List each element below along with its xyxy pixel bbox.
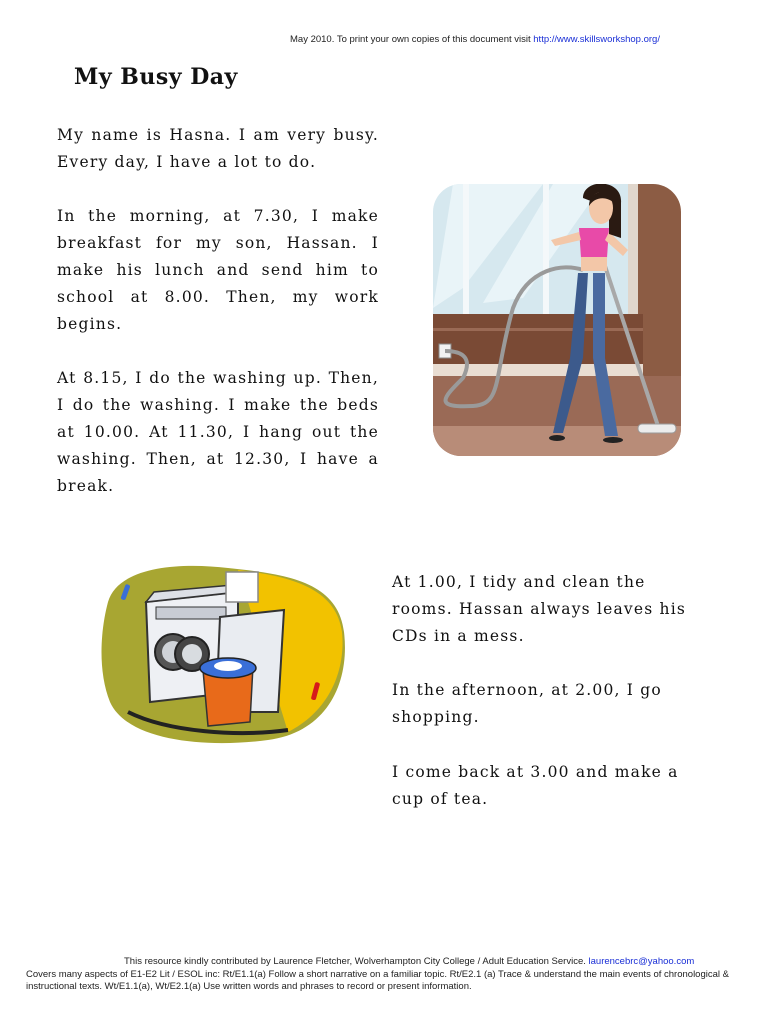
- header-note: May 2010. To print your own copies of this document visit: [290, 34, 531, 45]
- paragraph-chores: At 8.15, I do the washing up. Then, I do the washing. I make the beds at 10.00. At 11.30, I hang out the washing. Then, at 12.30, I have a break.: [57, 369, 379, 495]
- footer-email-link[interactable]: laurencebrc@yahoo.com: [588, 956, 695, 967]
- paragraph-intro: My name is Hasna. I am very busy. Every day, I have a lot to do.: [57, 126, 379, 171]
- footer-curriculum: Covers many aspects of E1-E2 Lit / ESOL inc: Rt/E1.1(a) Follow a short narrative on a familiar topic. Rt/E2.1 (a) Trace & understand the main events of chronological & instructional texts. Wt/E1.1(a), Wt/E2.1(a) Use written words and phrases to record or present information.: [26, 968, 729, 992]
- header-link[interactable]: http://www.skillsworkshop.org/: [533, 34, 660, 45]
- paragraph-tea: I come back at 3.00 and make a cup of tea.: [392, 763, 679, 808]
- paragraph-shopping: In the afternoon, at 2.00, I go shopping.: [392, 681, 662, 726]
- footer-credit-text: This resource kindly contributed by Laurence Fletcher, Wolverhampton City College / Adult Education Service.: [124, 956, 586, 967]
- paragraph-tidy: At 1.00, I tidy and clean the rooms. Hassan always leaves his CDs in a mess.: [392, 573, 687, 645]
- page-header: [290, 34, 760, 45]
- washing-machine-image: [88, 562, 350, 748]
- page-footer: [26, 956, 756, 994]
- page-title: My Busy Day: [74, 64, 238, 90]
- paragraph-morning: In the morning, at 7.30, I make breakfast for my son, Hassan. I make his lunch and send him to school at 8.00. Then, my work begins.: [57, 207, 379, 333]
- footer-credit: [26, 956, 756, 969]
- woman-vacuuming-image: [433, 178, 683, 458]
